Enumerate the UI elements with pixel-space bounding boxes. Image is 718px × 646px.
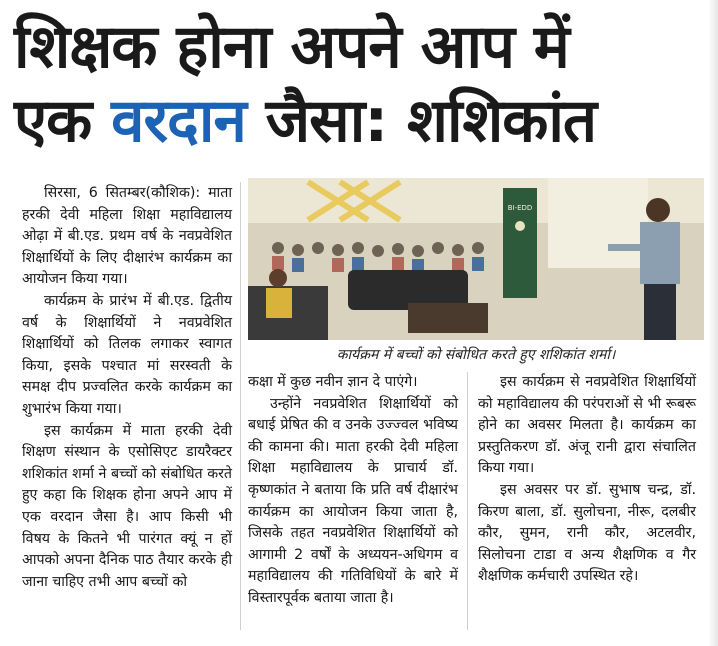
column2-paragraph-2: उन्होंने नवप्रवेशित शिक्षार्थियों को बधाई प्रेषित की व उनके उज्ज्वल भविष्य की कामना की। माता हरकी देवी महिला शिक्षा महाविद्यालय के प्राचार्य डॉ. कृष्णकांत ने बताया कि प्रति वर्ष दीक्षारंभ कार्यक्रम का आयोजन किया जाता है, जिसके तहत नवप्रवेशित शिक्षार्थियों को आगामी 2 वर्षों के अध्ययन-अधिगम व महाविद्यालय की गतिविधियों के बारे में विस्तारपूर्वक बताया जाता है।	[248, 395, 458, 606]
column-divider-1	[240, 182, 241, 630]
headline	[14, 10, 704, 158]
article-column-3	[478, 372, 696, 588]
column1-paragraph-1: सिरसा, 6 सितम्बर(कौशिक): माता हरकी देवी महिला शिक्षा महाविद्यालय ओढ़ा में बी.एड. प्रथम वर्ष के नवप्रवेशित शिक्षार्थियों के लिए दीक्षारंभ कार्यक्रम का आयोजन किया गया।	[22, 185, 232, 288]
photo-caption: कार्यक्रम में बच्चों को संबोधित करते हुए शशिकांत शर्मा।	[336, 347, 616, 363]
headline-line-2	[14, 84, 704, 158]
article-column-1	[22, 183, 232, 593]
column3-paragraph-1: इस कार्यक्रम से नवप्रवेशित शिक्षार्थियों को महाविद्यालय की परंपराओं से भी रूबरू होने का अवसर मिलता है। कार्यक्रम का प्रस्तुतिकरण डॉ. अंजू रानी द्वारा संचालित किया गया।	[478, 374, 696, 477]
page-edge	[708, 0, 718, 646]
event-photo	[248, 178, 704, 340]
headline-highlight: वरदान	[111, 86, 246, 156]
column3-paragraph-2: इस अवसर पर डॉ. सुभाष चन्द्र, डॉ. किरण बाला, डॉ. सुलोचना, नीरू, दलबीर कौर, सुमन, रानी कौर, अटलवीर, सिलोचना टाडा व अन्य शैक्षणिक व गैर शैक्षणिक कर्मचारी उपस्थित रहे।	[478, 481, 696, 585]
column1-paragraph-3: इस कार्यक्रम में माता हरकी देवी शिक्षण संस्थान के एसोसिएट डायरैक्टर शशिकांत शर्मा ने बच्चों को संबोधित करते हुए कहा कि शिक्षक होना अपने आप में एक वरदान जैसा है। आप किसी भी विषय के कितने भी पारंगत क्यूं न हों आपको अपना दैनिक पाठ तैयार करके ही जाना चाहिए तभी आप बच्चों को	[22, 422, 232, 590]
article-column-2	[248, 372, 458, 610]
column-divider-2	[467, 372, 468, 630]
banner-text: BI-EDD	[507, 204, 533, 212]
column1-paragraph-2: कार्यक्रम के प्रारंभ में बी.एड. द्वितीय वर्ष के शिक्षार्थियों ने नवप्रवेशित शिक्षार्थियों को तिलक लगाकर स्वागत किया, इसके पश्चात मां सरस्वती के समक्ष दीप प्रज्वलित करके कार्यक्रम का शुभारंभ किया गया।	[22, 292, 232, 417]
headline-suffix: जैसा: शशिकांत	[245, 86, 597, 156]
column2-paragraph-1: कक्षा में कुछ नवीन ज्ञान दे पाएंगे।	[248, 374, 418, 390]
headline-prefix: एक	[14, 86, 112, 156]
headline-line-1: शिक्षक होना अपने आप में	[14, 12, 569, 82]
